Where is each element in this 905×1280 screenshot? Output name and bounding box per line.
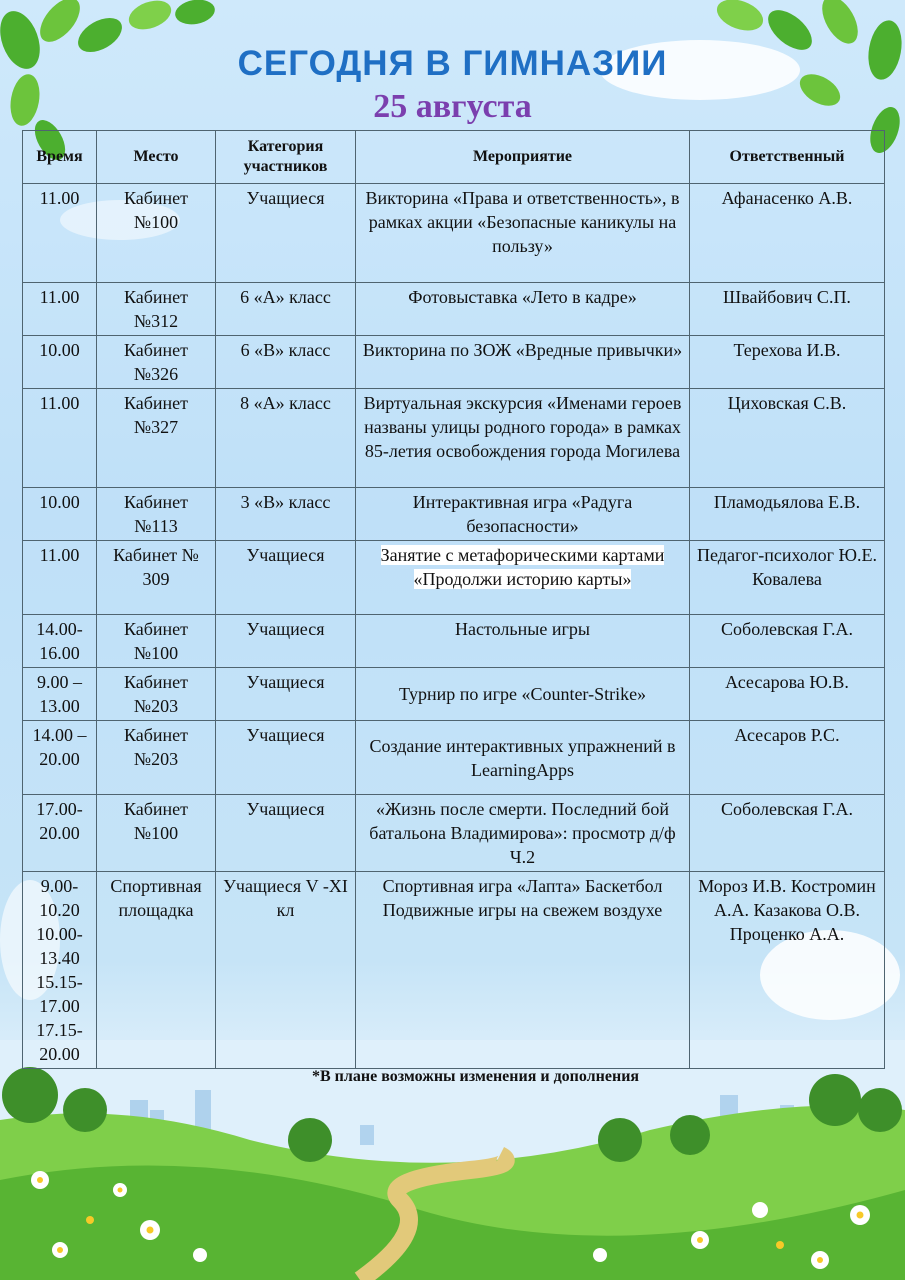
cell-event: «Жизнь после смерти. Последний бой батальона Владимирова»: просмотр д/ф Ч.2 bbox=[356, 795, 690, 872]
table-row bbox=[23, 283, 885, 336]
table-row bbox=[23, 488, 885, 541]
cell-category: 6 «А» класс bbox=[216, 283, 356, 336]
cell-place: Кабинет №203 bbox=[97, 721, 216, 795]
table-header-row bbox=[23, 131, 885, 184]
page-date: 25 августа bbox=[373, 88, 532, 125]
table-row bbox=[23, 721, 885, 795]
cell-event: Виртуальная экскурсия «Именами героев названы улицы родного города» в рамках 85-летия освобождения города Могилева bbox=[356, 389, 690, 488]
cell-time: 10.00 bbox=[23, 488, 97, 541]
cell-place: Кабинет №113 bbox=[97, 488, 216, 541]
cell-time: 14.00 – 20.00 bbox=[23, 721, 97, 795]
cell-time: 11.00 bbox=[23, 184, 97, 283]
cell-category: Учащиеся bbox=[216, 795, 356, 872]
cell-place: Кабинет №327 bbox=[97, 389, 216, 488]
cell-time: 17.00-20.00 bbox=[23, 795, 97, 872]
cell-time: 11.00 bbox=[23, 389, 97, 488]
cell-category: Учащиеся bbox=[216, 668, 356, 721]
cell-responsible: Швайбович С.П. bbox=[690, 283, 885, 336]
cell-place: Кабинет №100 bbox=[97, 615, 216, 668]
table-row bbox=[23, 615, 885, 668]
cell-responsible: Педагог-психолог Ю.Е. Ковалева bbox=[690, 541, 885, 615]
cell-event: Фотовыставка «Лето в кадре» bbox=[356, 283, 690, 336]
cell-category: 6 «В» класс bbox=[216, 336, 356, 389]
cell-event-text: Занятие с метафорическими картами «Продолжи историю карты» bbox=[380, 545, 665, 589]
cell-time: 9.00-10.20 10.00-13.40 15.15-17.00 17.15-20.00 bbox=[23, 872, 97, 1069]
cell-event: Спортивная игра «Лапта» Баскетбол Подвижные игры на свежем воздухе bbox=[356, 872, 690, 1069]
cell-event: Создание интерактивных упражнений в LearningApps bbox=[356, 721, 690, 795]
cell-place: Кабинет №203 bbox=[97, 668, 216, 721]
cell-place: Спортивная площадка bbox=[97, 872, 216, 1069]
cell-category: Учащиеся bbox=[216, 184, 356, 283]
table-row bbox=[23, 795, 885, 872]
cell-time: 11.00 bbox=[23, 541, 97, 615]
table-row bbox=[23, 541, 885, 615]
cell-category: 8 «А» класс bbox=[216, 389, 356, 488]
cell-event: Турнир по игре «Counter-Strike» bbox=[356, 668, 690, 721]
cell-responsible: Асесарова Ю.В. bbox=[690, 668, 885, 721]
cell-time: 9.00 – 13.00 bbox=[23, 668, 97, 721]
cell-responsible: Циховская С.В. bbox=[690, 389, 885, 488]
table-row bbox=[23, 184, 885, 283]
cell-category: Учащиеся bbox=[216, 541, 356, 615]
cell-responsible: Асесаров Р.С. bbox=[690, 721, 885, 795]
footer-note: *В плане возможны изменения и дополнения bbox=[312, 1068, 640, 1085]
cell-time: 10.00 bbox=[23, 336, 97, 389]
cell-event: Викторина «Права и ответственность», в рамках акции «Безопасные каникулы на пользу» bbox=[356, 184, 690, 283]
cell-event: Викторина по ЗОЖ «Вредные привычки» bbox=[356, 336, 690, 389]
cell-place: Кабинет №100 bbox=[97, 184, 216, 283]
table-row bbox=[23, 872, 885, 1069]
table-row bbox=[23, 668, 885, 721]
cell-category: Учащиеся V -XI кл bbox=[216, 872, 356, 1069]
cell-category: Учащиеся bbox=[216, 721, 356, 795]
column-header-event: Мероприятие bbox=[356, 131, 690, 184]
table-row bbox=[23, 336, 885, 389]
cell-place: Кабинет №326 bbox=[97, 336, 216, 389]
cell-place: Кабинет № 309 bbox=[97, 541, 216, 615]
cell-responsible: Терехова И.В. bbox=[690, 336, 885, 389]
cell-responsible: Афанасенко А.В. bbox=[690, 184, 885, 283]
cell-event bbox=[356, 541, 690, 615]
schedule-table bbox=[22, 130, 885, 1069]
cell-event: Настольные игры bbox=[356, 615, 690, 668]
column-header-category: Категория участников bbox=[216, 131, 356, 184]
cell-category: 3 «В» класс bbox=[216, 488, 356, 541]
page-title: СЕГОДНЯ В ГИМНАЗИИ bbox=[237, 44, 668, 83]
column-header-time: Время bbox=[23, 131, 97, 184]
cell-event: Интерактивная игра «Радуга безопасности» bbox=[356, 488, 690, 541]
column-header-place: Место bbox=[97, 131, 216, 184]
cell-responsible: Соболевская Г.А. bbox=[690, 795, 885, 872]
cell-time: 14.00-16.00 bbox=[23, 615, 97, 668]
cell-category: Учащиеся bbox=[216, 615, 356, 668]
cell-place: Кабинет №100 bbox=[97, 795, 216, 872]
cell-responsible: Соболевская Г.А. bbox=[690, 615, 885, 668]
table-row bbox=[23, 389, 885, 488]
cell-place: Кабинет №312 bbox=[97, 283, 216, 336]
cell-responsible: Пламодьялова Е.В. bbox=[690, 488, 885, 541]
column-header-responsible: Ответственный bbox=[690, 131, 885, 184]
cell-time: 11.00 bbox=[23, 283, 97, 336]
cell-responsible: Мороз И.В. Костромин А.А. Казакова О.В. Проценко А.А. bbox=[690, 872, 885, 1069]
